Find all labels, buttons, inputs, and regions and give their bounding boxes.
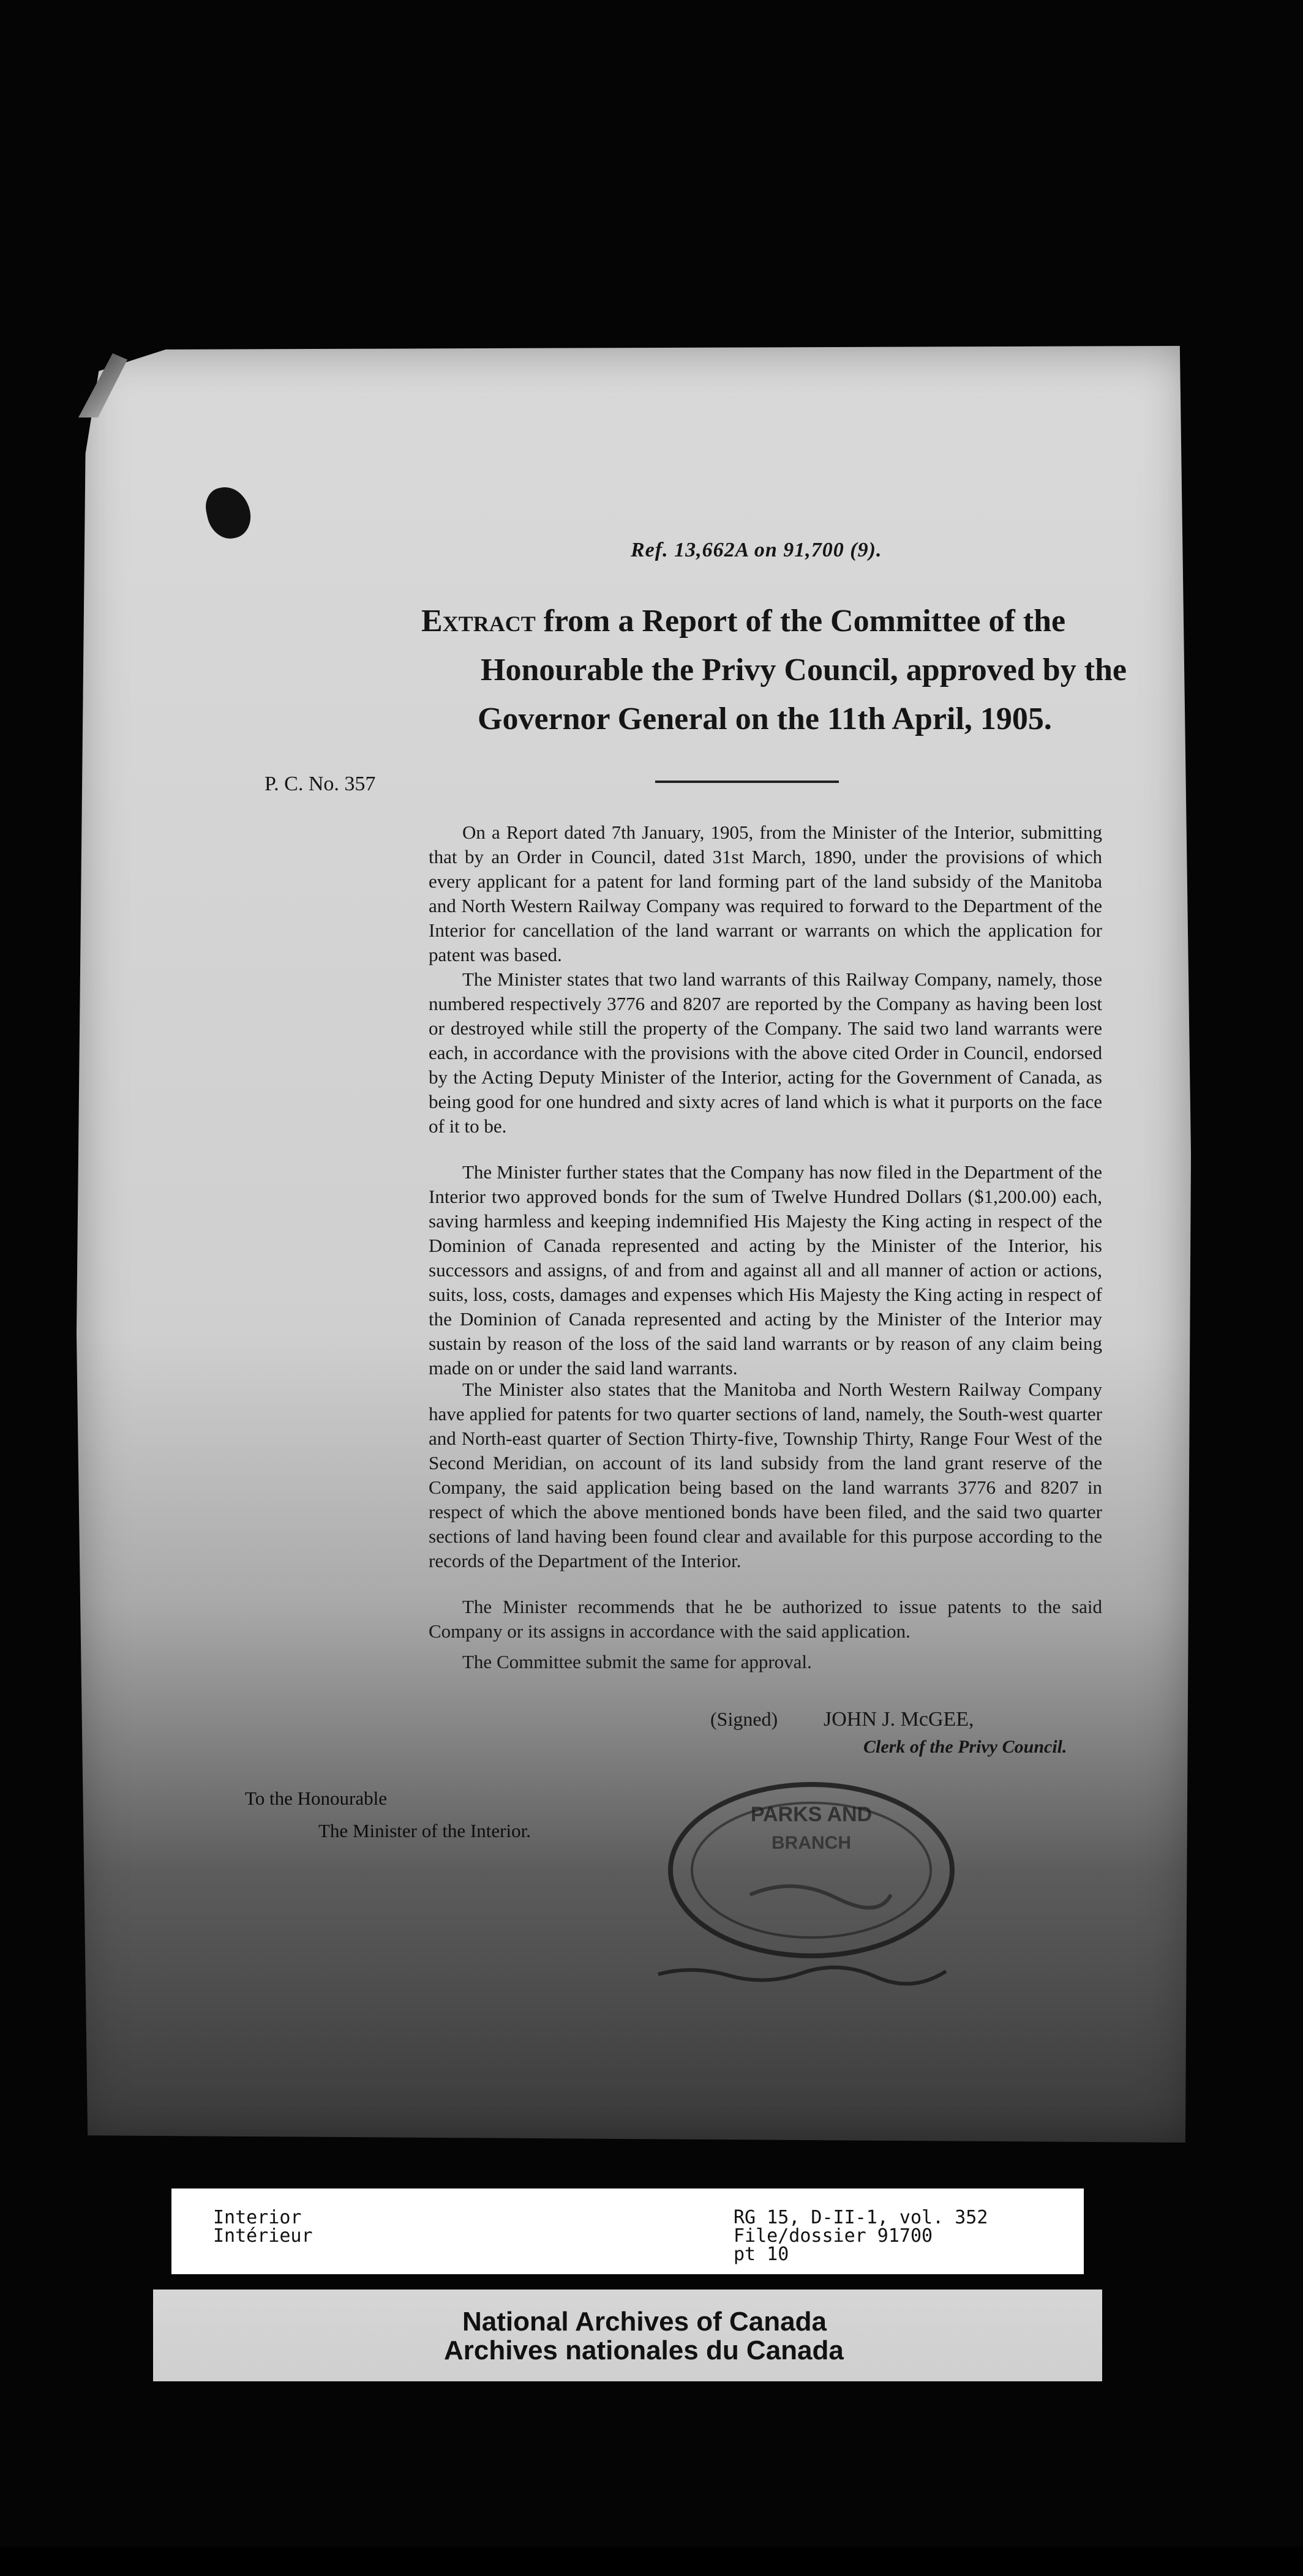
title-divider xyxy=(655,781,839,783)
handwritten-mark xyxy=(655,1962,949,1986)
paragraph-1: On a Report dated 7th January, 1905, from the Minister of the Interior, submitting that by an Order in Council, dated 31st March, 1890, under the provisions of which every applicant for a patent for land forming part of the land subsidy of the Manitoba and North Western Railway Company was required to forward to the Department of the Interior for cancellation of the land warrant or warrants on which the application for patent was based. xyxy=(429,822,1102,965)
label-part-number: pt 10 xyxy=(734,2244,789,2265)
title-line-2: Honourable the Privy Council, approved by the xyxy=(481,653,1127,687)
title-line-3: Governor General on the 11th April, 1905. xyxy=(478,702,1052,736)
stamp-graphic xyxy=(658,1772,964,1968)
paragraph-3: The Minister further states that the Company has now filed in the Department of the Interior two approved bonds for the sum of Twelve Hundred Dollars ($1,200.00) each, saving harmless and keeping indemnified His Majesty the King acting in respect of the Dominion of Canada represented and acting by the Minister of the Interior, his successors and assigns, of and from and against all and all manner of action or actions, suits, loss, costs, damages and expenses which His Majesty the King acting in respect of the Dominion of Canada represented and acting by the Minister of the Interior may sustain by reason of the loss of the said land warrants or by reason of any claim being made on or under the said land warrants. xyxy=(429,1161,1102,1379)
label-department-fr: Intérieur xyxy=(213,2225,313,2247)
label-department-en: Interior xyxy=(213,2207,302,2228)
stamp-text-mid: BRANCH xyxy=(772,1833,851,1853)
paragraph-5: The Minister recommends that he be authorized to issue patents to the said Company or its assigns in accordance with the said application. xyxy=(429,1596,1102,1642)
stamp-text-top: PARKS AND xyxy=(750,1803,873,1826)
paragraph-6: The Committee submit the same for approval. xyxy=(462,1651,812,1672)
signer-name: JOHN J. McGEE, xyxy=(824,1708,974,1731)
reference-number: Ref. 13,662A on 91,700 (9). xyxy=(631,539,882,561)
signed-label: (Signed) xyxy=(710,1708,778,1730)
addressee-line-1: To the Honourable xyxy=(245,1788,387,1809)
paragraph-2: The Minister states that two land warrants of this Railway Company, namely, those numbered respectively 3776 and 8207 are reported by the Company as having been lost or destroyed while still the property of the Company. The said two land warrants were each, in accordance with the provisions with the above cited Order in Council, endorsed by the Acting Deputy Minister of the Interior, acting for the Government of Canada, as being good for one hundred and sixty acres of land which is what it purports on the face of it to be. xyxy=(429,968,1102,1137)
film-edge xyxy=(0,2547,1303,2576)
label-record-group: RG 15, D-II-1, vol. 352 xyxy=(734,2207,988,2228)
label-file-number: File/dossier 91700 xyxy=(734,2225,933,2247)
title-line-1-rest: from a Report of the Committee of the xyxy=(535,604,1066,638)
archive-name-en: National Archives of Canada xyxy=(462,2307,827,2337)
signer-title: Clerk of the Privy Council. xyxy=(863,1737,1067,1757)
title-line-1 xyxy=(421,603,1065,639)
archive-name-fr: Archives nationales du Canada xyxy=(444,2335,844,2365)
pc-number: P. C. No. 357 xyxy=(265,773,376,795)
paragraph-4: The Minister also states that the Manitoba and North Western Railway Company have applied for patents for two quarter sections of land, namely, the South-west quarter and North-east quarter of Section Thirty-five, Township Thirty, Range Four West of the Second Meridian, on account of its land subsidy from the land grant reserve of the Company, the said application being based on the land warrants 3776 and 8207 in respect of which the above mentioned bonds have been filed, and the said two quarter sections of land having been found clear and available for this purpose according to the records of the Department of the Interior. xyxy=(429,1379,1102,1571)
oval-stamp xyxy=(658,1772,964,1968)
addressee-line-2: The Minister of the Interior. xyxy=(318,1820,531,1841)
title-extract-word: Extract xyxy=(421,604,536,638)
